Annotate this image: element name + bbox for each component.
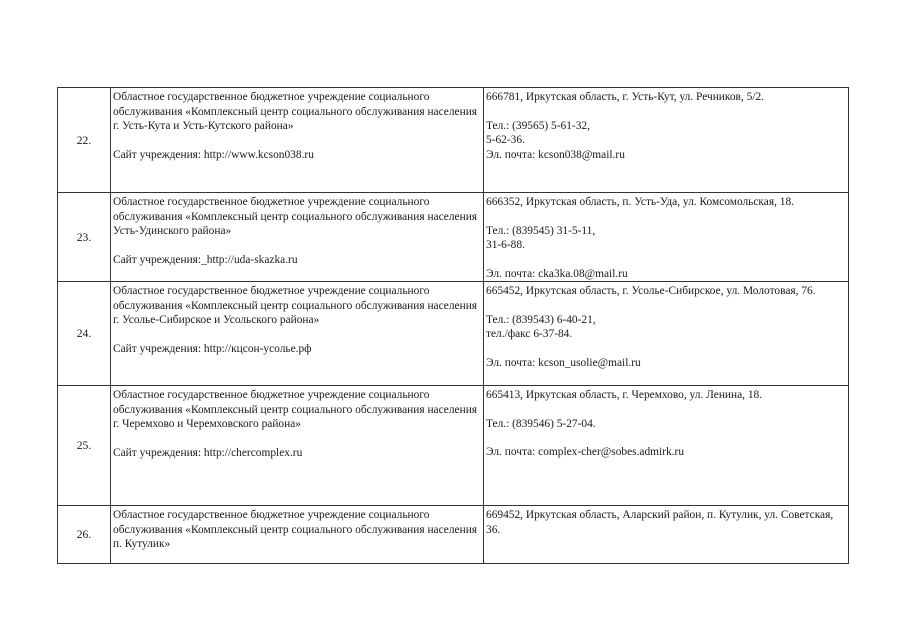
institution-site[interactable]: Сайт учреждения: http://кцсон-усолье.рф [113, 342, 312, 355]
row-number: 26. [58, 506, 111, 564]
contact-cell [484, 282, 849, 386]
institution-name: Областное государственное бюджетное учреждение социального обслуживания «Комплексный центр социального обслуживания населения г. Усть-Кута и Усть-Кутского района» [113, 91, 478, 132]
phone: Тел.: (839546) 5-27-04. [486, 417, 596, 430]
institution-name: Областное государственное бюджетное учреждение социального обслуживания «Комплексный центр социального обслуживания населения г. Усолье-Сибирское и Усольского района» [113, 285, 478, 326]
institution-cell [111, 282, 484, 386]
institutions-table [57, 87, 849, 564]
table-row [58, 282, 849, 386]
table-row [58, 193, 849, 282]
institution-site[interactable]: Сайт учреждения: http://chercomplex.ru [113, 446, 303, 459]
institution-cell [111, 506, 484, 564]
row-number: 24. [58, 282, 111, 386]
email[interactable]: Эл. почта: kcson_usolie@mail.ru [486, 356, 641, 369]
phone: Тел.: (39565) 5-61-32, 5-62-36. [486, 119, 590, 146]
contact-cell [484, 88, 849, 193]
email[interactable]: Эл. почта: kcson038@mail.ru [486, 148, 625, 161]
contact-cell [484, 506, 849, 564]
email[interactable]: Эл. почта: cka3ka.08@mail.ru [486, 267, 628, 280]
address: 665452, Иркутская область, г. Усолье-Сибирское, ул. Молотовая, 76. [486, 285, 816, 297]
institution-name: Областное государственное бюджетное учреждение социального обслуживания «Комплексный центр социального обслуживания населения п. Кутулик» [113, 509, 478, 550]
contact-cell [484, 386, 849, 506]
address: 666781, Иркутская область, г. Усть-Кут, ул. Речников, 5/2. [486, 91, 765, 103]
institution-name: Областное государственное бюджетное учреждение социального обслуживания «Комплексный центр социального обслуживания населения г. Черемхово и Черемховского района» [113, 389, 478, 430]
phone: Тел.: (839545) 31-5-11, 31-6-88. [486, 224, 596, 251]
institution-site[interactable]: Сайт учреждения:_http://uda-skazka.ru [113, 253, 298, 266]
institution-cell [111, 193, 484, 282]
address: 669452, Иркутская область, Аларский район, п. Кутулик, ул. Советская, 36. [486, 509, 834, 536]
phone: Тел.: (839543) 6-40-21, тел./факс 6-37-84. [486, 313, 596, 340]
address: 665413, Иркутская область, г. Черемхово, ул. Ленина, 18. [486, 389, 763, 401]
address: 666352, Иркутская область, п. Усть-Уда, ул. Комсомольская, 18. [486, 196, 795, 208]
email[interactable]: Эл. почта: complex-cher@sobes.admirk.ru [486, 446, 685, 458]
institution-name: Областное государственное бюджетное учреждение социального обслуживания «Комплексный центр социального обслуживания населения Усть-Удинского района» [113, 196, 478, 237]
row-number: 25. [58, 386, 111, 506]
contact-cell [484, 193, 849, 282]
row-number: 22. [58, 88, 111, 193]
table-row [58, 88, 849, 193]
row-number: 23. [58, 193, 111, 282]
institution-cell [111, 386, 484, 506]
institution-cell [111, 88, 484, 193]
institution-site[interactable]: Сайт учреждения: http://www.kcson038.ru [113, 148, 314, 161]
table-row [58, 386, 849, 506]
table-row [58, 506, 849, 564]
